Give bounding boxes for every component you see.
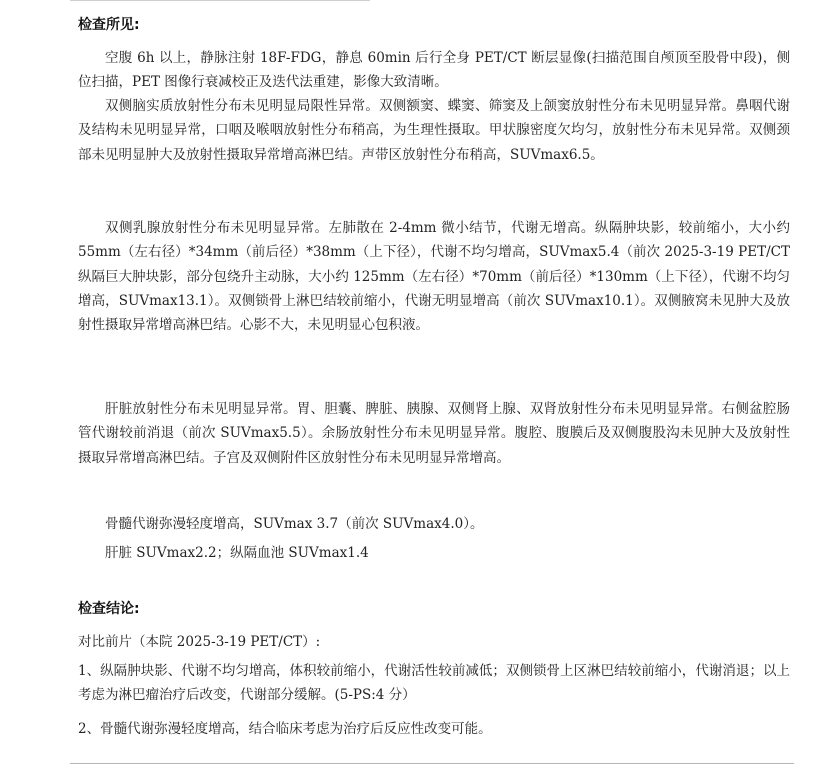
findings-paragraph-head-neck: 双侧脑实质放射性分布未见明显局限性异常。双侧额窦、蝶窦、筛窦及上颌窦放射性分布未见明显异常。鼻咽代谢及结构未见明显异常，口咽及喉咽放射性分布稍高，为生理性摄取。甲状腺密度欠均匀，放射性分布未见异常。双侧颈部未见明显肿大及放射性摄取异常增高淋巴结。声带区放射性分布稍高，SUVmax6.5。 [78, 98, 790, 163]
conclusion-intro: 对比前片（本院 2025-3-19 PET/CT）: [78, 634, 321, 650]
findings-paragraph-reference-suv: 肝脏 SUVmax2.2；纵隔血池 SUVmax1.4 [105, 545, 369, 561]
findings-paragraph-bone-marrow: 骨髓代谢弥漫轻度增高，SUVmax 3.7（前次 SUVmax4.0）。 [105, 516, 484, 532]
findings-paragraph-chest: 双侧乳腺放射性分布未见明显异常。左肺散在 2-4mm 微小结节，代谢无增高。纵隔肿块影，较前缩小，大小约 55mm（左右径）*34mm（前后径）*38mm（上下径），代谢不均匀增高，SUVmax5.4（前次 2025-3-19 PET/CT 纵隔巨大肿块影，部分包绕升主动脉，大小约 125mm（左右径）*70mm（前后径）*130mm（上下径），代谢不均匀增高，SUVmax13.1）。双侧锁骨上淋巴结较前缩小，代谢无明显增高（前次 SUVmax10.1）。双侧腋窝未见肿大及放射性摄取异常增高淋巴结。心影不大，未见明显心包积液。 [78, 220, 790, 334]
bottom-divider [70, 763, 794, 764]
findings-heading: 检查所见: [78, 17, 140, 33]
findings-paragraph-abdomen-pelvis: 肝脏放射性分布未见明显异常。胃、胆囊、脾脏、胰腺、双侧肾上腺、双肾放射性分布未见明显异常。右侧盆腔肠管代谢较前消退（前次 SUVmax5.5）。余肠放射性分布未见明显异常。腹腔、腹膜后及双侧腹股沟未见肿大及放射性摄取异常增高淋巴结。子宫及双侧附件区放射性分布未见明显异常增高。 [78, 401, 790, 466]
conclusion-item-2: 2、骨髓代谢弥漫轻度增高，结合临床考虑为治疗后反应性改变可能。 [78, 721, 492, 737]
conclusion-heading: 检查结论: [78, 601, 140, 617]
conclusion-item-1: 1、纵隔肿块影、代谢不均匀增高，体积较前缩小，代谢活性较前减低；双侧锁骨上区淋巴结较前缩小，代谢消退；以上考虑为淋巴瘤治疗后改变，代谢部分缓解。(5-PS:4 分） [78, 663, 790, 704]
findings-paragraph-scan-method: 空腹 6h 以上，静脉注射 18F-FDG，静息 60min 后行全身 PET/CT 断层显像(扫描范围自颅顶至股骨中段)，侧位扫描，PET 图像行衰减校正及迭代法重建，影像大致清晰。 [78, 50, 790, 91]
top-divider [70, 0, 370, 1]
